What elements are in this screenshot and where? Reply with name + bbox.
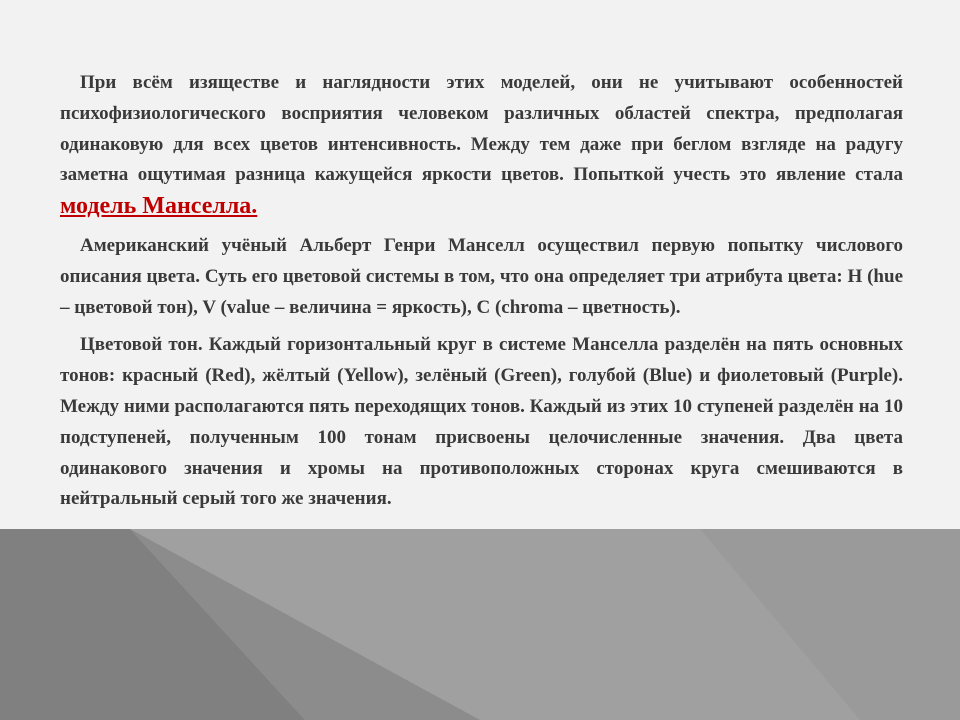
slide-body (60, 68, 903, 522)
paragraph-1-text: При всём изяществе и наглядности этих моделей, они не учитывают особенностей психофизиологического восприятия человеком различных областей спектра, предполагая одинаковую для всех цветов интенсивность. Между тем даже при беглом взгляде на радугу заметна ощутимая разница кажущейся яркости цветов. Попыткой учесть это явление стала (60, 72, 903, 186)
paragraph-1 (60, 68, 903, 224)
paragraph-3: Цветовой тон. Каждый горизонтальный круг в системе Манселла разделён на пять основных тонов: красный (Red), жёлтый (Yellow), зелёный (Green), голубой (Blue) и фиолетовый (Purple). Между ними располагаются пять переходящих тонов. Каждый из этих 10 ступеней разделён на 10 подступеней, полученным 100 тонам присвоены целочисленные значения. Два цвета одинакового значения и хромы на противоположных сторонах круга смешиваются в нейтральный серый того же значения. (60, 334, 903, 510)
paragraph-2: Американский учёный Альберт Генри Манселл осуществил первую попытку числового описания цвета. Суть его цветовой системы в том, что она определяет три атрибута цвета: H (hue – цветовой тон), V (value – величина = яркость), C (chroma – цветность). (60, 234, 903, 318)
munsell-model-link[interactable]: модель Манселла. (60, 193, 258, 220)
